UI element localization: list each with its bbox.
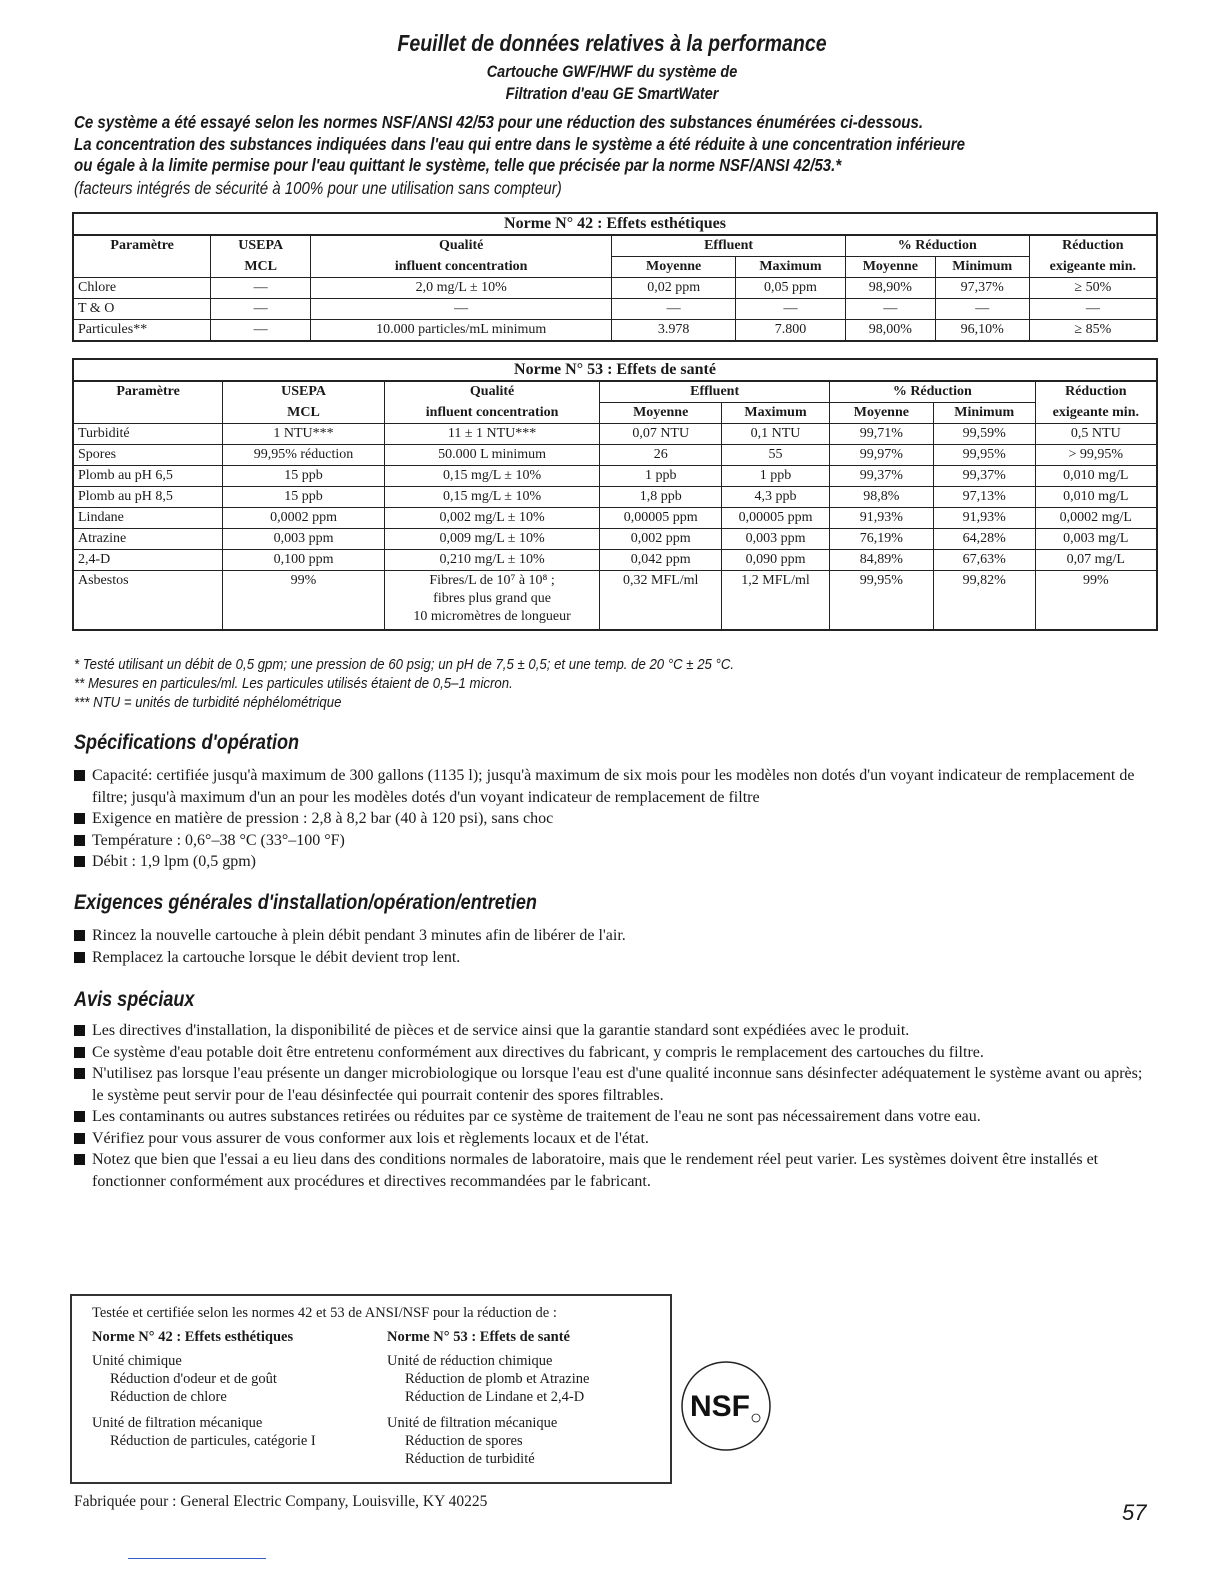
cell-eff-maximum: 0,00005 ppm [722,508,830,529]
cell-red-minimum: 91,93% [933,508,1035,529]
cell-red-moyenne: 84,89% [829,550,933,571]
list-item [74,925,1159,947]
cell-eff-moyenne: 0,00005 ppm [600,508,722,529]
cell-influent: 0,002 mg/L ± 10% [384,508,600,529]
list-item [74,947,1159,969]
table-42-caption: Norme N° 42 : Effets esthétiques [73,213,1157,235]
install-heading: Exigences générales d'installation/opération/entretien [74,891,537,914]
cert-42-unit-b-1: Réduction de particules, catégorie I [110,1433,316,1449]
cert-header: Testée et certifiée selon les normes 42 et 53 de ANSI/NSF pour la réduction de : [92,1305,557,1321]
list-item [74,1149,1154,1192]
list-item-text: Les contaminants ou autres substances retirées ou réduites par ce système de traitement de l'eau ne sont pas nécessairement dans votre eau. [92,1108,981,1125]
cell-exigeante: 0,010 mg/L [1035,466,1157,487]
cell-eff-maximum: 0,05 ppm [736,278,846,299]
list-item-text: Rincez la nouvelle cartouche à plein débit pendant 3 minutes afin de libérer de l'air. [92,927,626,944]
cell-mcl: 99,95% réduction [223,445,385,466]
footnote-1: * Testé utilisant un débit de 0,5 gpm; une pression de 60 psig; un pH de 7,5 ± 0,5; et une temp. de 20 °C ± 25 °C. [74,656,735,673]
install-list [74,925,1159,968]
cell-red-minimum: 96,10% [935,320,1029,342]
cell-red-moyenne: 98,90% [845,278,935,299]
header-param: Paramètre [73,381,223,424]
table-row-asbestos [73,571,1157,631]
footnote-2: ** Mesures en particules/ml. Les particules utilisés étaient de 0,5–1 micron. [74,675,513,692]
cell-param: Plomb au pH 6,5 [73,466,223,487]
cell-mcl: 1 NTU*** [223,424,385,445]
header-eff-moyenne: Moyenne [612,257,736,278]
footnote-3: *** NTU = unités de turbidité néphélométrique [74,694,342,711]
cell-influent: 0,15 mg/L ± 10% [384,466,600,487]
cell-param: Particules** [73,320,211,342]
list-item-text: Ce système d'eau potable doit être entretenu conformément aux directives du fabricant, y compris le remplacement des cartouches du filtre. [92,1043,984,1061]
cell-red-minimum: 99,95% [933,445,1035,466]
cell-mcl: 0,100 ppm [223,550,385,571]
list-item-text: Les directives d'installation, la disponibilité de pièces et de service ainsi que la garantie standard sont expédiées avec le produit. [92,1022,910,1039]
cert-53-unit-a-2: Réduction de Lindane et 2,4-D [405,1389,585,1405]
cell-eff-moyenne: 26 [600,445,722,466]
header-usepa: USEPA [223,381,385,403]
list-item-text: N'utilisez pas lorsque l'eau présente un danger microbiologique ou lorsque l'eau est d'une qualité inconnue sans désinfecter adéquatement le système avant ou après; le système peut servir pour de l'eau désinfectée qui pourrait contenir des spores filtrables. [92,1065,1143,1104]
cert-53-heading: Norme N° 53 : Effets de santé [387,1329,570,1345]
cell-exigeante: ≥ 85% [1029,320,1157,342]
cell-eff-moyenne: 0,02 ppm [612,278,736,299]
cell-influent: 10.000 particles/mL minimum [311,320,612,342]
cell-red-minimum: 67,63% [933,550,1035,571]
intro [74,112,1164,199]
table-42-body [73,278,1157,342]
cert-42-unit-a-1: Réduction d'odeur et de goût [110,1371,277,1387]
cell-mcl: 0,003 ppm [223,529,385,550]
cell-eff-moyenne: 1,8 ppb [600,487,722,508]
cell-param: Plomb au pH 8,5 [73,487,223,508]
table-row [73,445,1157,466]
header-eff-moyenne: Moyenne [600,403,722,424]
table-row [73,424,1157,445]
cell-red-minimum: — [935,299,1029,320]
list-item-text: Exigence en matière de pression : 2,8 à 8,2 bar (40 à 120 psi), sans choc [92,810,554,827]
header-red-moyenne: Moyenne [845,257,935,278]
cell-param: Lindane [73,508,223,529]
cell-red-minimum: 99,59% [933,424,1035,445]
cell-param: Chlore [73,278,211,299]
cert-53-unit-b-1: Réduction de spores [405,1433,523,1449]
intro-line-2: La concentration des substances indiquées dans l'eau qui entre dans le système a été réduite à une concentration inférieure [74,133,965,154]
cell-influent: — [311,299,612,320]
header-influent: influent concentration [311,257,612,278]
cell-eff-maximum: 0,003 ppm [722,529,830,550]
cell-influent: 50.000 L minimum [384,445,600,466]
intro-line-4: (facteurs intégrés de sécurité à 100% pour une utilisation sans compteur) [74,177,562,198]
certification-box [70,1294,672,1484]
list-item [74,1063,1154,1106]
page-title: Feuillet de données relatives à la performance [397,30,827,56]
header-param: Paramètre [73,235,211,278]
divider [128,1558,266,1559]
cell-eff-moyenne: — [612,299,736,320]
cell-red-moyenne: — [845,299,935,320]
list-item-text: Capacité: certifiée jusqu'à maximum de 300 gallons (1135 l); jusqu'à maximum de six mois pour les modèles non dotés d'un voyant indicateur de remplacement de filtre; jusqu'à maximum d'un an pour les modèles dotés d'un voyant indicateur de remplacement de filtre [92,767,1135,806]
list-item [74,765,1159,808]
header-effluent: Effluent [612,235,846,257]
avis-list [74,1020,1154,1192]
cell-eff-moyenne: 1 ppb [600,466,722,487]
cell-exigeante: 0,010 mg/L [1035,487,1157,508]
cell-exigeante: 0,0002 mg/L [1035,508,1157,529]
cell-exigeante: ≥ 50% [1029,278,1157,299]
cell-param: Atrazine [73,529,223,550]
cell-red-minimum: 97,37% [935,278,1029,299]
cell-eff-maximum: 1 ppb [722,466,830,487]
cert-42-unit-a: Unité chimique [92,1353,182,1369]
page-number: 57 [1122,1500,1147,1525]
cell-eff-maximum: 0,090 ppm [722,550,830,571]
bullet-icon [74,930,85,941]
cert-53-unit-b: Unité de filtration mécanique [387,1415,558,1431]
list-item-text: Notez que bien que l'essai a eu lieu dans des conditions normales de laboratoire, mais que le rendement réel peut varier. Les systèmes doivent être installés et fonctionner conformément aux procédures et directives recommandées par le fabricant. [92,1151,1099,1190]
cell-influent-line-1: Fibres/L de 10⁷ à 10⁸ ; [429,573,555,588]
cell-param: Turbidité [73,424,223,445]
manufacturer: Fabriquée pour : General Electric Company, Louisville, KY 40225 [74,1493,488,1510]
list-item-text: Température : 0,6°–38 °C (33°–100 °F) [92,831,345,849]
list-item [74,830,1159,852]
cell-eff-maximum: 0,1 NTU [722,424,830,445]
cell-exigeante: 0,07 mg/L [1035,550,1157,571]
table-53-body [73,424,1157,571]
cell-red-minimum: 97,13% [933,487,1035,508]
nsf-logo-text: NSF [690,1390,750,1423]
page-subtitle-2: Filtration d'eau GE SmartWater [505,84,719,103]
cell-red-moyenne: 99,71% [829,424,933,445]
list-item-text: Remplacez la cartouche lorsque le débit devient trop lent. [92,948,461,966]
cell-red-minimum: 99,82% [933,571,1035,631]
header-red-moyenne: Moyenne [829,403,933,424]
cell-eff-maximum: 55 [722,445,830,466]
cell-influent: 0,009 mg/L ± 10% [384,529,600,550]
header-qualite: Qualité [311,235,612,257]
list-item [74,1020,1154,1042]
list-item-text: Vérifiez pour vous assurer de vous conformer aux lois et règlements locaux et de l'état. [92,1129,649,1147]
header-usepa: USEPA [211,235,311,257]
cell-mcl: — [211,278,311,299]
header-red-minimum: Minimum [933,403,1035,424]
cell-eff-maximum: — [736,299,846,320]
list-item [74,1106,1154,1128]
header-mcl: MCL [223,403,385,424]
cell-mcl: 0,0002 ppm [223,508,385,529]
cell-eff-moyenne: 0,042 ppm [600,550,722,571]
cell-mcl: — [211,299,311,320]
header-eff-maximum: Maximum [736,257,846,278]
header-influent: influent concentration [384,403,600,424]
header-effluent: Effluent [600,381,830,403]
header-qualite: Qualité [384,381,600,403]
cell-influent-line-3: 10 micromètres de longueur [413,609,571,624]
cell-influent: 11 ± 1 NTU*** [384,424,600,445]
bullet-icon [74,770,85,781]
table-row [73,278,1157,299]
bullet-icon [74,813,85,824]
header-exigeante: exigeante min. [1029,257,1157,278]
cell-eff-maximum: 1,2 MFL/ml [722,571,830,631]
list-item-text: Débit : 1,9 lpm (0,5 gpm) [92,853,256,870]
cert-col-42 [92,1328,316,1450]
cell-param: T & O [73,299,211,320]
cell-eff-moyenne: 0,002 ppm [600,529,722,550]
cell-influent: 2,0 mg/L ± 10% [311,278,612,299]
cell-exigeante: 0,5 NTU [1035,424,1157,445]
table-norme-42 [72,212,1158,342]
cell-red-moyenne: 99,97% [829,445,933,466]
bullet-icon [74,835,85,846]
bullet-icon [74,1047,85,1058]
cell-influent: 0,210 mg/L ± 10% [384,550,600,571]
spec-list [74,765,1159,873]
header-eff-maximum: Maximum [722,403,830,424]
cert-42-unit-a-2: Réduction de chlore [110,1389,227,1405]
footnotes [74,655,824,712]
table-row [73,466,1157,487]
table-norme-53 [72,358,1158,631]
header-red-minimum: Minimum [935,257,1029,278]
cell-eff-moyenne: 0,07 NTU [600,424,722,445]
spec-heading: Spécifications d'opération [74,731,300,754]
header-reduction-min: Réduction [1029,235,1157,257]
cert-53-unit-a-1: Réduction de plomb et Atrazine [405,1371,590,1387]
nsf-logo [680,1360,772,1452]
cell-eff-maximum: 4,3 ppb [722,487,830,508]
cert-53-unit-b-2: Réduction de turbidité [405,1451,535,1467]
cell-red-moyenne: 98,8% [829,487,933,508]
cell-eff-moyenne: 3.978 [612,320,736,342]
list-item [74,1128,1154,1150]
table-row [73,529,1157,550]
cell-eff-maximum: 7.800 [736,320,846,342]
bullet-icon [74,1068,85,1079]
cert-42-unit-b: Unité de filtration mécanique [92,1415,263,1431]
bullet-icon [74,1025,85,1036]
header-reduction: % Réduction [829,381,1035,403]
cell-influent-line-2: fibres plus grand que [433,591,551,606]
cell-param: 2,4-D [73,550,223,571]
cell-mcl: 99% [223,571,385,631]
cell-param: Asbestos [73,571,223,631]
intro-line-3: ou égale à la limite permise pour l'eau quittant le système, telle que précisée par la norme NSF/ANSI 42/53.* [74,155,842,175]
table-row [73,550,1157,571]
header-reduction-min: Réduction [1035,381,1157,403]
cell-red-moyenne: 99,95% [829,571,933,631]
bullet-icon [74,856,85,867]
cell-mcl: — [211,320,311,342]
list-item [74,851,1159,873]
cell-influent [384,571,600,631]
cell-exigeante: 0,003 mg/L [1035,529,1157,550]
cell-red-moyenne: 91,93% [829,508,933,529]
cell-red-minimum: 99,37% [933,466,1035,487]
table-row [73,320,1157,342]
intro-line-1: Ce système a été essayé selon les normes NSF/ANSI 42/53 pour une réduction des substances énumérées ci-dessous. [74,112,924,132]
bullet-icon [74,1133,85,1144]
table-53-caption: Norme N° 53 : Effets de santé [73,359,1157,381]
cell-eff-moyenne: 0,32 MFL/ml [600,571,722,631]
cell-red-minimum: 64,28% [933,529,1035,550]
header-reduction: % Réduction [845,235,1029,257]
cert-42-heading: Norme N° 42 : Effets esthétiques [92,1329,294,1345]
cell-param: Spores [73,445,223,466]
page-subtitle-1: Cartouche GWF/HWF du système de [486,62,738,81]
cell-red-moyenne: 98,00% [845,320,935,342]
cell-influent: 0,15 mg/L ± 10% [384,487,600,508]
cell-exigeante: 99% [1035,571,1157,631]
table-row [73,487,1157,508]
cell-mcl: 15 ppb [223,466,385,487]
bullet-icon [74,952,85,963]
avis-heading: Avis spéciaux [74,988,195,1011]
cert-col-53 [387,1328,589,1468]
table-row [73,508,1157,529]
header-mcl: MCL [211,257,311,278]
cell-mcl: 15 ppb [223,487,385,508]
bullet-icon [74,1111,85,1122]
bullet-icon [74,1154,85,1165]
cell-exigeante: — [1029,299,1157,320]
cell-red-moyenne: 76,19% [829,529,933,550]
list-item [74,1042,1154,1064]
title-block [0,30,1224,105]
list-item [74,808,1159,830]
cell-exigeante: > 99,95% [1035,445,1157,466]
header-exigeante: exigeante min. [1035,403,1157,424]
cert-53-unit-a: Unité de réduction chimique [387,1353,553,1369]
cell-red-moyenne: 99,37% [829,466,933,487]
table-row [73,299,1157,320]
